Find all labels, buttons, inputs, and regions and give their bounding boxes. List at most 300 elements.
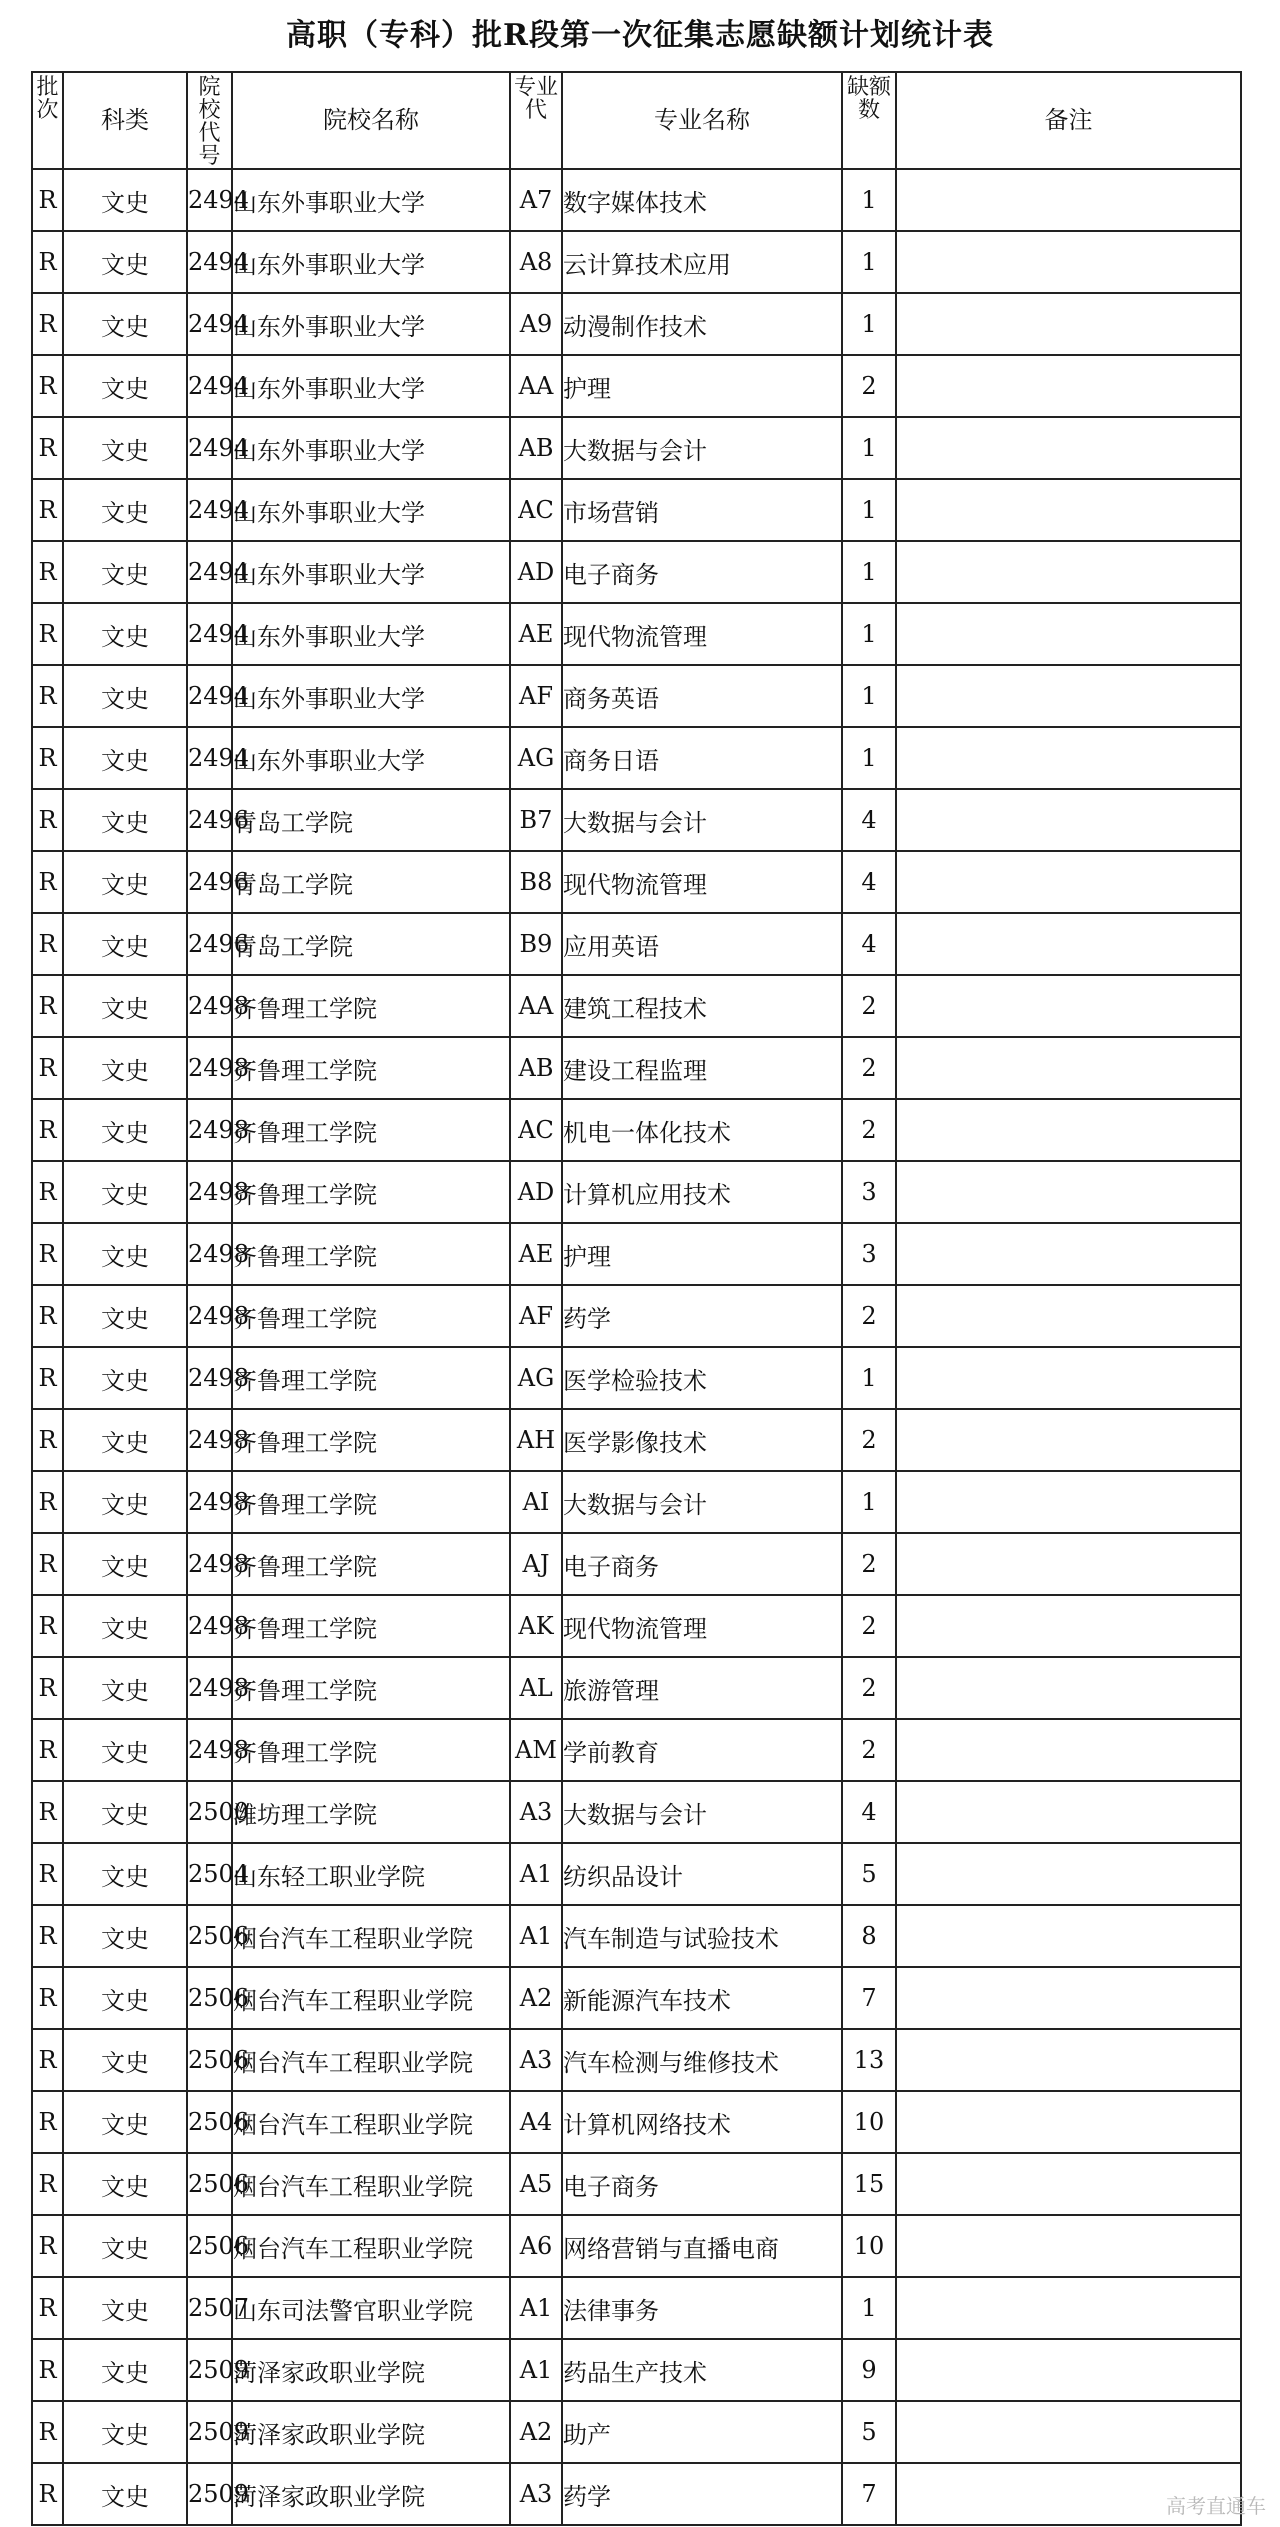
cell-major-name: 建设工程监理	[562, 1037, 842, 1099]
cell-school-name: 烟台汽车工程职业学院	[232, 1967, 510, 2029]
cell-note	[896, 913, 1241, 975]
header-note: 备注	[896, 72, 1241, 169]
cell-major-code: AF	[510, 665, 562, 727]
cell-school-code: 2498	[187, 1161, 232, 1223]
table-row	[32, 1285, 1241, 1347]
cell-major-name: 大数据与会计	[562, 417, 842, 479]
cell-batch: R	[32, 1161, 63, 1223]
cell-major-name: 商务英语	[562, 665, 842, 727]
cell-vacancy: 10	[842, 2091, 896, 2153]
cell-school-code: 2494	[187, 603, 232, 665]
cell-school-name: 齐鲁理工学院	[232, 1657, 510, 1719]
cell-subject: 文史	[63, 975, 187, 1037]
cell-major-code: AB	[510, 417, 562, 479]
cell-vacancy: 1	[842, 293, 896, 355]
cell-major-name: 应用英语	[562, 913, 842, 975]
cell-note	[896, 1099, 1241, 1161]
cell-vacancy: 1	[842, 2277, 896, 2339]
cell-school-name: 齐鲁理工学院	[232, 1285, 510, 1347]
cell-school-name: 山东外事职业大学	[232, 479, 510, 541]
table-row	[32, 2215, 1241, 2277]
cell-batch: R	[32, 851, 63, 913]
cell-school-code: 2506	[187, 2029, 232, 2091]
cell-major-name: 汽车检测与维修技术	[562, 2029, 842, 2091]
cell-note	[896, 665, 1241, 727]
table-row	[32, 1037, 1241, 1099]
cell-note	[896, 1037, 1241, 1099]
cell-major-code: AM	[510, 1719, 562, 1781]
cell-major-code: A3	[510, 1781, 562, 1843]
table-row	[32, 1409, 1241, 1471]
cell-school-code: 2494	[187, 355, 232, 417]
cell-batch: R	[32, 1719, 63, 1781]
cell-batch: R	[32, 231, 63, 293]
table-row	[32, 231, 1241, 293]
cell-note	[896, 1657, 1241, 1719]
cell-school-code: 2498	[187, 1099, 232, 1161]
cell-major-name: 建筑工程技术	[562, 975, 842, 1037]
cell-vacancy: 9	[842, 2339, 896, 2401]
cell-school-name: 山东外事职业大学	[232, 727, 510, 789]
cell-school-code: 2494	[187, 665, 232, 727]
cell-school-name: 齐鲁理工学院	[232, 975, 510, 1037]
cell-school-code: 2498	[187, 1533, 232, 1595]
cell-subject: 文史	[63, 2463, 187, 2525]
cell-note	[896, 1905, 1241, 1967]
cell-major-code: A5	[510, 2153, 562, 2215]
cell-vacancy: 1	[842, 231, 896, 293]
cell-school-code: 2498	[187, 1409, 232, 1471]
cell-major-code: A6	[510, 2215, 562, 2277]
cell-school-name: 齐鲁理工学院	[232, 1595, 510, 1657]
cell-batch: R	[32, 479, 63, 541]
cell-school-name: 山东外事职业大学	[232, 355, 510, 417]
cell-vacancy: 15	[842, 2153, 896, 2215]
table-row	[32, 1347, 1241, 1409]
table-row	[32, 541, 1241, 603]
cell-vacancy: 1	[842, 1347, 896, 1409]
table-row	[32, 1161, 1241, 1223]
cell-vacancy: 8	[842, 1905, 896, 1967]
cell-major-name: 护理	[562, 1223, 842, 1285]
table-row	[32, 2277, 1241, 2339]
cell-major-code: B7	[510, 789, 562, 851]
cell-school-name: 山东外事职业大学	[232, 417, 510, 479]
header-vacancy: 缺额数	[842, 72, 896, 169]
cell-note	[896, 851, 1241, 913]
cell-batch: R	[32, 2339, 63, 2401]
cell-note	[896, 1533, 1241, 1595]
cell-major-code: AE	[510, 1223, 562, 1285]
cell-batch: R	[32, 1347, 63, 1409]
cell-major-code: A8	[510, 231, 562, 293]
cell-subject: 文史	[63, 603, 187, 665]
cell-vacancy: 2	[842, 355, 896, 417]
cell-school-name: 齐鲁理工学院	[232, 1409, 510, 1471]
cell-school-name: 山东轻工职业学院	[232, 1843, 510, 1905]
cell-major-code: AD	[510, 541, 562, 603]
cell-school-code: 2506	[187, 1967, 232, 2029]
table-row	[32, 2463, 1241, 2525]
cell-major-name: 现代物流管理	[562, 851, 842, 913]
cell-subject: 文史	[63, 2215, 187, 2277]
cell-school-code: 2498	[187, 1719, 232, 1781]
cell-major-code: AC	[510, 479, 562, 541]
table-row	[32, 727, 1241, 789]
table-row	[32, 1471, 1241, 1533]
cell-note	[896, 1967, 1241, 2029]
cell-major-name: 电子商务	[562, 1533, 842, 1595]
cell-major-name: 商务日语	[562, 727, 842, 789]
cell-major-name: 法律事务	[562, 2277, 842, 2339]
cell-school-code: 2509	[187, 2463, 232, 2525]
cell-subject: 文史	[63, 417, 187, 479]
cell-subject: 文史	[63, 665, 187, 727]
cell-vacancy: 4	[842, 1781, 896, 1843]
cell-subject: 文史	[63, 1533, 187, 1595]
cell-school-name: 菏泽家政职业学院	[232, 2339, 510, 2401]
cell-batch: R	[32, 727, 63, 789]
cell-major-name: 助产	[562, 2401, 842, 2463]
cell-major-name: 学前教育	[562, 1719, 842, 1781]
cell-subject: 文史	[63, 1657, 187, 1719]
cell-batch: R	[32, 417, 63, 479]
cell-major-name: 电子商务	[562, 541, 842, 603]
table-row	[32, 1967, 1241, 2029]
cell-vacancy: 3	[842, 1223, 896, 1285]
cell-major-name: 药品生产技术	[562, 2339, 842, 2401]
cell-major-name: 网络营销与直播电商	[562, 2215, 842, 2277]
cell-vacancy: 7	[842, 2463, 896, 2525]
cell-batch: R	[32, 2463, 63, 2525]
watermark: 高考直通车	[1166, 2494, 1266, 2518]
cell-major-code: A2	[510, 1967, 562, 2029]
cell-major-name: 医学影像技术	[562, 1409, 842, 1471]
cell-school-name: 烟台汽车工程职业学院	[232, 2153, 510, 2215]
table-row	[32, 355, 1241, 417]
cell-major-code: A3	[510, 2029, 562, 2091]
cell-vacancy: 4	[842, 913, 896, 975]
cell-vacancy: 3	[842, 1161, 896, 1223]
cell-note	[896, 541, 1241, 603]
cell-batch: R	[32, 1099, 63, 1161]
cell-batch: R	[32, 2215, 63, 2277]
cell-batch: R	[32, 975, 63, 1037]
cell-major-code: AA	[510, 975, 562, 1037]
cell-school-name: 山东外事职业大学	[232, 541, 510, 603]
cell-note	[896, 1471, 1241, 1533]
cell-note	[896, 293, 1241, 355]
cell-batch: R	[32, 1037, 63, 1099]
cell-school-name: 齐鲁理工学院	[232, 1471, 510, 1533]
cell-subject: 文史	[63, 1409, 187, 1471]
cell-school-code: 2498	[187, 975, 232, 1037]
cell-subject: 文史	[63, 541, 187, 603]
cell-major-name: 药学	[562, 2463, 842, 2525]
cell-major-name: 现代物流管理	[562, 603, 842, 665]
cell-school-name: 齐鲁理工学院	[232, 1533, 510, 1595]
cell-school-code: 2494	[187, 293, 232, 355]
header-school-code: 院校代号	[187, 72, 232, 169]
cell-major-code: A4	[510, 2091, 562, 2153]
table-row	[32, 169, 1241, 231]
cell-vacancy: 1	[842, 479, 896, 541]
cell-school-name: 齐鲁理工学院	[232, 1223, 510, 1285]
cell-note	[896, 417, 1241, 479]
cell-school-name: 齐鲁理工学院	[232, 1719, 510, 1781]
cell-major-name: 护理	[562, 355, 842, 417]
cell-note	[896, 1285, 1241, 1347]
cell-school-code: 2498	[187, 1595, 232, 1657]
cell-major-code: A1	[510, 1843, 562, 1905]
cell-school-code: 2494	[187, 169, 232, 231]
cell-subject: 文史	[63, 293, 187, 355]
table-row	[32, 2401, 1241, 2463]
cell-subject: 文史	[63, 1037, 187, 1099]
cell-school-code: 2506	[187, 2153, 232, 2215]
cell-school-code: 2506	[187, 2091, 232, 2153]
cell-major-name: 药学	[562, 1285, 842, 1347]
cell-subject: 文史	[63, 479, 187, 541]
table-row	[32, 975, 1241, 1037]
cell-vacancy: 1	[842, 665, 896, 727]
cell-major-name: 计算机网络技术	[562, 2091, 842, 2153]
cell-batch: R	[32, 2029, 63, 2091]
table-row	[32, 1843, 1241, 1905]
cell-batch: R	[32, 1285, 63, 1347]
cell-note	[896, 1161, 1241, 1223]
cell-major-code: AK	[510, 1595, 562, 1657]
cell-subject: 文史	[63, 1161, 187, 1223]
cell-school-code: 2509	[187, 2339, 232, 2401]
cell-subject: 文史	[63, 851, 187, 913]
cell-major-name: 医学检验技术	[562, 1347, 842, 1409]
cell-vacancy: 5	[842, 1843, 896, 1905]
cell-note	[896, 2339, 1241, 2401]
cell-school-name: 烟台汽车工程职业学院	[232, 2029, 510, 2091]
cell-major-name: 汽车制造与试验技术	[562, 1905, 842, 1967]
cell-major-name: 大数据与会计	[562, 1781, 842, 1843]
cell-batch: R	[32, 1409, 63, 1471]
cell-major-code: A1	[510, 1905, 562, 1967]
cell-school-code: 2494	[187, 479, 232, 541]
cell-school-name: 菏泽家政职业学院	[232, 2401, 510, 2463]
table-row	[32, 2091, 1241, 2153]
cell-batch: R	[32, 2153, 63, 2215]
cell-subject: 文史	[63, 1905, 187, 1967]
cell-major-name: 云计算技术应用	[562, 231, 842, 293]
cell-batch: R	[32, 1967, 63, 2029]
header-school-name: 院校名称	[232, 72, 510, 169]
header-major-name: 专业名称	[562, 72, 842, 169]
cell-vacancy: 1	[842, 417, 896, 479]
cell-subject: 文史	[63, 2029, 187, 2091]
table-row	[32, 851, 1241, 913]
cell-subject: 文史	[63, 1967, 187, 2029]
cell-subject: 文史	[63, 1285, 187, 1347]
cell-batch: R	[32, 2091, 63, 2153]
cell-batch: R	[32, 665, 63, 727]
cell-school-code: 2496	[187, 851, 232, 913]
cell-school-code: 2498	[187, 1285, 232, 1347]
cell-school-code: 2494	[187, 727, 232, 789]
cell-batch: R	[32, 1781, 63, 1843]
cell-note	[896, 975, 1241, 1037]
cell-major-name: 机电一体化技术	[562, 1099, 842, 1161]
cell-subject: 文史	[63, 1843, 187, 1905]
cell-subject: 文史	[63, 2091, 187, 2153]
table-row	[32, 1533, 1241, 1595]
table-row	[32, 1223, 1241, 1285]
table-row	[32, 2029, 1241, 2091]
cell-school-code: 2496	[187, 913, 232, 975]
cell-school-name: 青岛工学院	[232, 913, 510, 975]
cell-vacancy: 1	[842, 169, 896, 231]
cell-school-name: 青岛工学院	[232, 789, 510, 851]
cell-major-code: B8	[510, 851, 562, 913]
cell-note	[896, 2401, 1241, 2463]
cell-note	[896, 789, 1241, 851]
cell-school-name: 山东外事职业大学	[232, 231, 510, 293]
cell-major-name: 新能源汽车技术	[562, 1967, 842, 2029]
cell-school-name: 山东外事职业大学	[232, 665, 510, 727]
cell-vacancy: 13	[842, 2029, 896, 2091]
cell-school-name: 山东外事职业大学	[232, 603, 510, 665]
cell-school-code: 2498	[187, 1223, 232, 1285]
cell-note	[896, 2153, 1241, 2215]
cell-school-code: 2498	[187, 1347, 232, 1409]
cell-batch: R	[32, 2401, 63, 2463]
table-row	[32, 479, 1241, 541]
cell-school-code: 2494	[187, 231, 232, 293]
cell-subject: 文史	[63, 2339, 187, 2401]
cell-school-name: 山东外事职业大学	[232, 169, 510, 231]
table-row	[32, 1781, 1241, 1843]
cell-batch: R	[32, 2277, 63, 2339]
table-row	[32, 665, 1241, 727]
cell-note	[896, 1781, 1241, 1843]
cell-school-name: 齐鲁理工学院	[232, 1161, 510, 1223]
table-row	[32, 1719, 1241, 1781]
header-subject: 科类	[63, 72, 187, 169]
cell-major-name: 市场营销	[562, 479, 842, 541]
cell-vacancy: 2	[842, 1533, 896, 1595]
cell-vacancy: 2	[842, 1099, 896, 1161]
cell-major-name: 现代物流管理	[562, 1595, 842, 1657]
cell-major-code: AG	[510, 727, 562, 789]
table-row	[32, 2153, 1241, 2215]
cell-note	[896, 355, 1241, 417]
cell-major-code: A1	[510, 2339, 562, 2401]
cell-note	[896, 2029, 1241, 2091]
cell-school-name: 潍坊理工学院	[232, 1781, 510, 1843]
cell-school-name: 烟台汽车工程职业学院	[232, 2215, 510, 2277]
table-row	[32, 603, 1241, 665]
cell-school-code: 2498	[187, 1471, 232, 1533]
cell-school-name: 菏泽家政职业学院	[232, 2463, 510, 2525]
cell-major-code: AE	[510, 603, 562, 665]
page-title: 高职（专科）批R段第一次征集志愿缺额计划统计表	[286, 18, 994, 53]
cell-note	[896, 1843, 1241, 1905]
cell-subject: 文史	[63, 2401, 187, 2463]
header-batch: 批次	[32, 72, 63, 169]
cell-note	[896, 2277, 1241, 2339]
cell-vacancy: 1	[842, 727, 896, 789]
table-row	[32, 789, 1241, 851]
cell-major-name: 纺织品设计	[562, 1843, 842, 1905]
cell-note	[896, 1719, 1241, 1781]
table-row	[32, 293, 1241, 355]
cell-subject: 文史	[63, 1595, 187, 1657]
cell-school-code: 2500	[187, 1781, 232, 1843]
cell-note	[896, 479, 1241, 541]
cell-school-name: 齐鲁理工学院	[232, 1347, 510, 1409]
cell-school-name: 齐鲁理工学院	[232, 1099, 510, 1161]
cell-note	[896, 231, 1241, 293]
cell-subject: 文史	[63, 1099, 187, 1161]
table-row	[32, 2339, 1241, 2401]
cell-note	[896, 727, 1241, 789]
cell-batch: R	[32, 1905, 63, 1967]
cell-subject: 文史	[63, 727, 187, 789]
cell-major-name: 大数据与会计	[562, 1471, 842, 1533]
cell-vacancy: 2	[842, 1595, 896, 1657]
table-row	[32, 417, 1241, 479]
cell-batch: R	[32, 913, 63, 975]
cell-school-code: 2509	[187, 2401, 232, 2463]
cell-subject: 文史	[63, 789, 187, 851]
table-row	[32, 1905, 1241, 1967]
cell-batch: R	[32, 789, 63, 851]
cell-major-name: 计算机应用技术	[562, 1161, 842, 1223]
cell-subject: 文史	[63, 1223, 187, 1285]
cell-batch: R	[32, 1657, 63, 1719]
cell-batch: R	[32, 1471, 63, 1533]
cell-school-name: 青岛工学院	[232, 851, 510, 913]
cell-note	[896, 603, 1241, 665]
cell-major-code: AH	[510, 1409, 562, 1471]
cell-note	[896, 2215, 1241, 2277]
cell-major-code: A9	[510, 293, 562, 355]
cell-major-code: AL	[510, 1657, 562, 1719]
cell-batch: R	[32, 293, 63, 355]
vacancy-plan-table	[31, 71, 1242, 2526]
cell-vacancy: 1	[842, 603, 896, 665]
cell-vacancy: 1	[842, 1471, 896, 1533]
cell-note	[896, 1595, 1241, 1657]
cell-major-code: AF	[510, 1285, 562, 1347]
cell-note	[896, 1409, 1241, 1471]
cell-major-name: 旅游管理	[562, 1657, 842, 1719]
cell-school-code: 2504	[187, 1843, 232, 1905]
cell-major-name: 动漫制作技术	[562, 293, 842, 355]
table-row	[32, 1099, 1241, 1161]
cell-major-name: 电子商务	[562, 2153, 842, 2215]
cell-subject: 文史	[63, 2277, 187, 2339]
cell-subject: 文史	[63, 913, 187, 975]
cell-school-name: 烟台汽车工程职业学院	[232, 2091, 510, 2153]
cell-batch: R	[32, 541, 63, 603]
cell-batch: R	[32, 1595, 63, 1657]
cell-major-code: A1	[510, 2277, 562, 2339]
table-row	[32, 913, 1241, 975]
cell-batch: R	[32, 603, 63, 665]
cell-major-code: A3	[510, 2463, 562, 2525]
cell-school-name: 山东司法警官职业学院	[232, 2277, 510, 2339]
cell-major-code: B9	[510, 913, 562, 975]
cell-note	[896, 1223, 1241, 1285]
cell-major-code: AA	[510, 355, 562, 417]
